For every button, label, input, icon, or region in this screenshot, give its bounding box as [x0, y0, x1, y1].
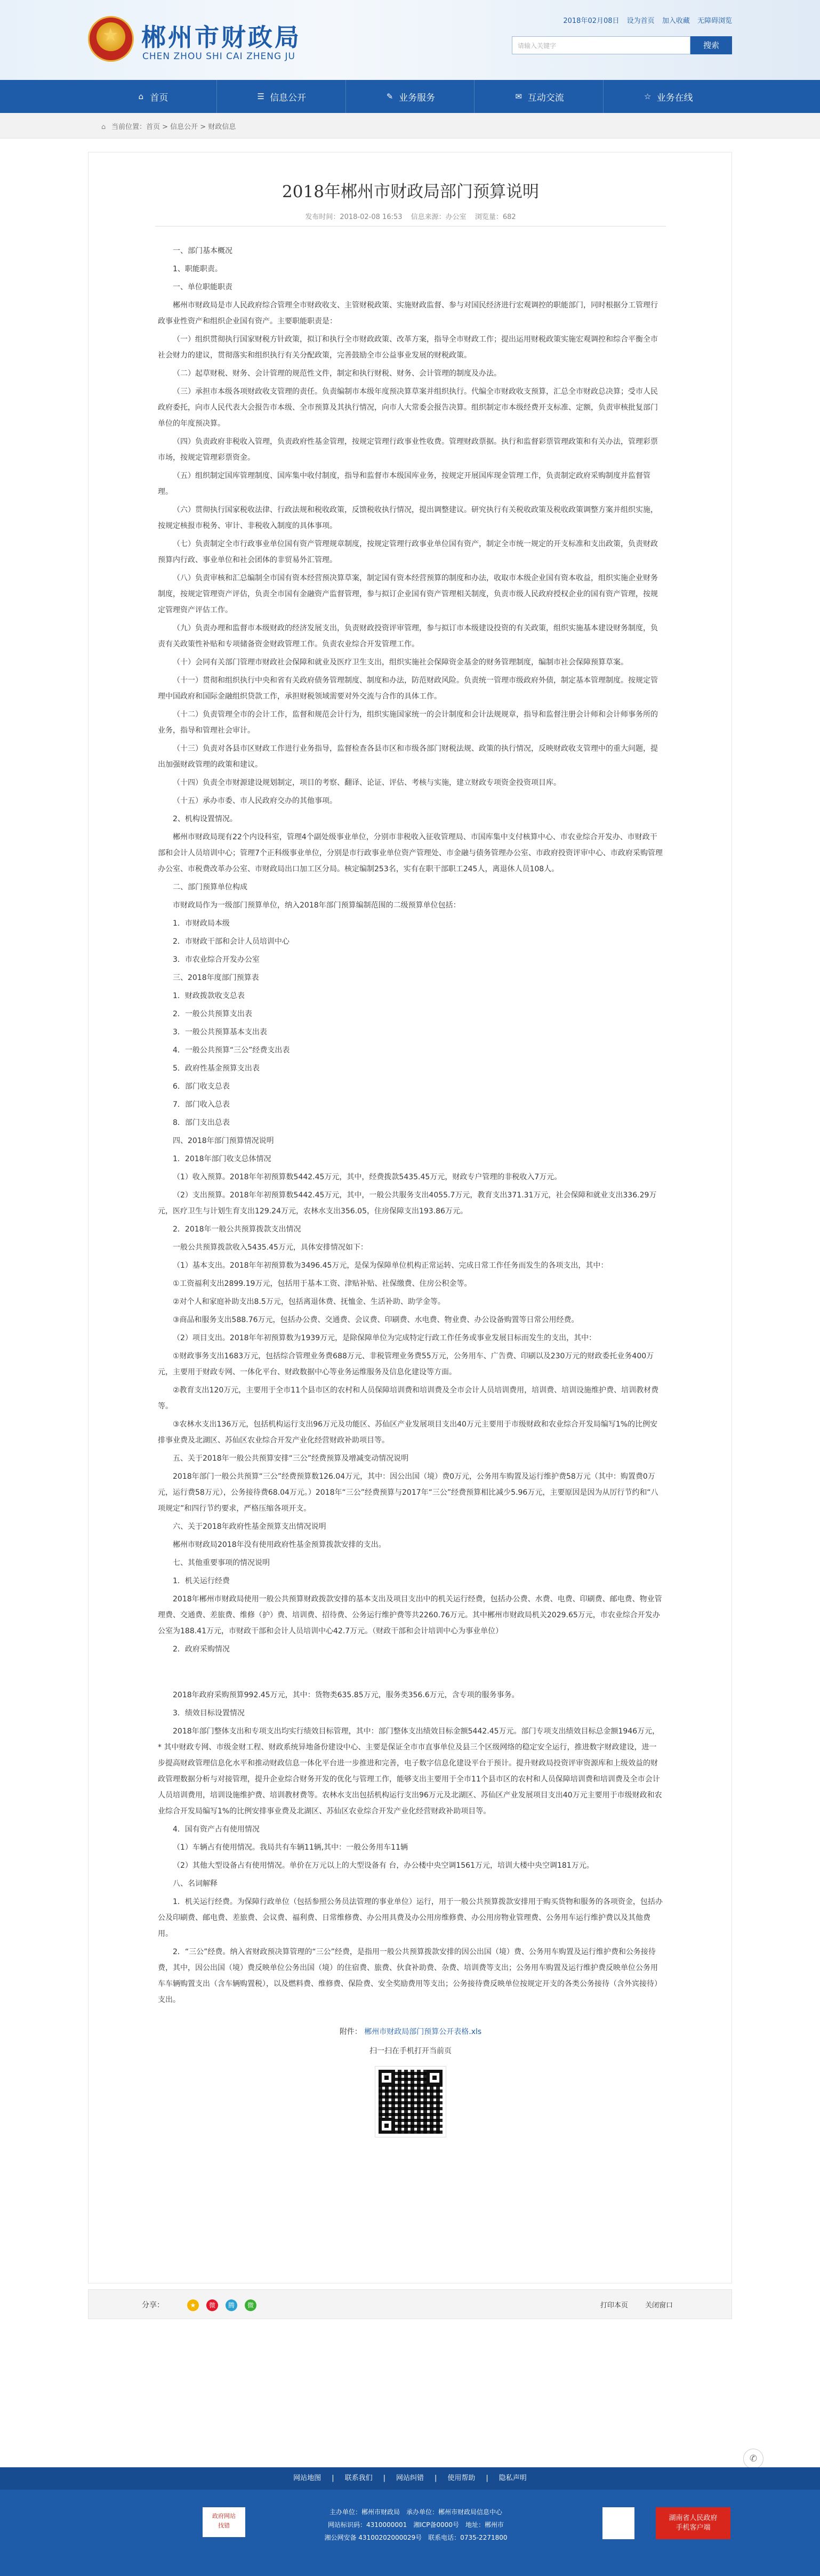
- site-header: [0, 0, 820, 80]
- article-paragraph: 郴州市财政局现有22个内设科室，管理4个副处级事业单位，分别市非税收入征收管理局、市国库集中支付核算中心、市农业综合开发办、市财政干部和会计人员培训中心；管理7个正科级事业单位，分别是市行政事业单位资产管理处、市金融与债务管理办公室、市政府投资评审中心、市政府采购管理办公室、市税费改革办公室、市财政局出口加工区分局。核定编制253名，实有在职干部职工245人，离退休人员108人。: [158, 833, 663, 873]
- article-paragraph: 三、2018年度部门预算表: [173, 974, 259, 982]
- article-paragraph: 2．市财政干部和会计人员培训中心: [173, 937, 290, 946]
- document-icon: ☰: [257, 92, 264, 101]
- article-paragraph: 2．一般公共预算支出表: [173, 1010, 252, 1018]
- qrcode-image: [375, 2067, 446, 2137]
- top-date: 2018年02月08日: [563, 17, 620, 25]
- article-paragraph: 一、单位职能职责: [173, 283, 232, 291]
- search-input[interactable]: 请输入关键字: [512, 36, 690, 54]
- article-paragraph: （十四）负责全市财源建设规划制定，项目的考察、翻译、论证、评估、考核与实施，建立财政专项资金投资项目库。: [173, 779, 561, 787]
- chat-icon: ✉: [515, 92, 522, 101]
- article-paragraph: 八、名词解释: [173, 1880, 218, 1888]
- article-paragraph: （2）支出预算。2018年年初预算数5442.45万元，其中，一般公共服务支出4055.7万元，教育支出371.31万元，社会保障和就业支出336.29万元，医疗卫生与计划生育支出129.24万元，农林水支出356.05，住房保障支出193.86万元。: [158, 1191, 657, 1216]
- nav-item-3[interactable]: [475, 80, 604, 113]
- article-paragraph: （十五）承办市委、市人民政府交办的其他事项。: [173, 797, 337, 805]
- footer-link[interactable]: 使用帮助: [447, 2474, 476, 2482]
- breadcrumb[interactable]: ⌂ 当前位置：首页 > 信息公开 > 财政信息: [101, 123, 236, 131]
- attachment-link[interactable]: 郴州市财政局部门预算公开表格.xls: [364, 2028, 482, 2036]
- article-paragraph: 五、关于2018年一般公共预算安排“三公”经费预算及增减变动情况说明: [173, 1454, 409, 1463]
- article-paragraph: （1）收入预算。2018年年初预算数5442.45万元，其中，经费拨款5435.45万元，财政专户管理的非税收入7万元。: [173, 1173, 562, 1181]
- add-favorite-link[interactable]: 加入收藏: [662, 17, 690, 25]
- wechat-icon[interactable]: 微: [245, 2299, 256, 2311]
- article-paragraph: （二）起草财税、财务、会计管理的规范性文件，制定和执行财税、财务、会计管理的制度及办法。: [173, 369, 501, 378]
- footer-info-line: 湘公网安备 43100202000029号 联系电话：0735-2271800: [324, 2534, 508, 2541]
- article-paragraph: 1．财政拨款收支总表: [173, 992, 245, 1000]
- accessibility-link[interactable]: 无障碍浏览: [697, 17, 732, 25]
- article-paragraph: 1．市财政局本级: [173, 919, 230, 928]
- qzone-icon[interactable]: ★: [187, 2299, 199, 2311]
- article-paragraph: 5．政府性基金预算支出表: [173, 1064, 260, 1073]
- article-body: [158, 243, 663, 2137]
- nav-item-label: 信息公开: [270, 92, 307, 103]
- footer-link-separator: |: [332, 2474, 334, 2482]
- article-paragraph: 3．绩效目标设置情况: [173, 1709, 245, 1718]
- article-paragraph: ①工资福利支出2899.19万元，包括用于基本工资、津贴补贴、社保缴费、住房公积金等。: [173, 1279, 472, 1288]
- page-actions: [585, 2299, 673, 2310]
- footer-link[interactable]: 网站纠错: [396, 2474, 424, 2482]
- view-count: 浏览量：682: [475, 213, 516, 221]
- service-icon: ✎: [386, 92, 393, 101]
- share-label: 分享：: [142, 2301, 164, 2310]
- article-paragraph: ③商品和服务支出588.76万元，包括办公费、交通费、会议费、印刷费、水电费、物业费、办公设备购置等日常公用经费。: [173, 1316, 579, 1324]
- nav-item-4[interactable]: [604, 80, 732, 113]
- security-badge-icon[interactable]: [602, 2507, 634, 2539]
- breadcrumb-bar: [0, 113, 820, 139]
- article-paragraph: 2．政府采购情况: [173, 1645, 230, 1654]
- article-paragraph: （十二）负责管理全市的会计工作，监督和规范会计行为，组织实施国家统一的会计制度和会计法规规章，指导和监督注册会计师和会计师事务所的业务，指导和管理社会审计。: [158, 710, 658, 735]
- article-paragraph: （十三）负责对各县市区财政工作进行业务指导，监督检查各县市区和市级各部门财税法规、政策的执行情况，反映财政收支管理中的重大问题，提出加强财政管理的政策和建议。: [158, 744, 658, 769]
- publish-time: 发布时间：2018-02-08 16:53: [305, 213, 403, 221]
- tencent-weibo-icon[interactable]: 腾: [226, 2299, 237, 2311]
- home-icon: ⌂: [138, 92, 144, 101]
- article-paragraph: ②教育支出120万元，主要用于全市11个县市区的农村和人员保障培训费和培训费及全市会计人员培训费用，培训费、培训设施维护费、培训教材费等。: [158, 1386, 659, 1411]
- article-paragraph: 4．一般公共预算“三公”经费支出表: [173, 1046, 290, 1055]
- article-paragraph: 2018年部门一般公共预算“三公”经费预算数126.04万元，其中：因公出国（境）费0万元，公务用车购置及运行维护费58万元（其中：购置费0万元，运行费58万元），公务接待费68.04万元。）2018年“三公”经费预算与2017年“三公”经费预算相比减少5.96万元，主要原因是因为从厉行节约和“八项规定”和四行节约要求，严格压缩各项开支。: [158, 1472, 658, 1513]
- mobile-app-badge[interactable]: 湖南省人民政府 手机客户端: [656, 2507, 730, 2539]
- article-paragraph: 1．机关运行经费。为保障行政单位（包括参照公务员法管理的事业单位）运行，用于一般公共预算拨款安排用于购买货物和服务的各项资金，包括办公及印刷费、邮电费、差旅费、会议费、福利费、日常维修费、办公用具费及办公用房维修费、办公用房物业管理费、公务用车运行维护费以及其他费用。: [158, 1898, 663, 1938]
- article-paragraph: 8．部门支出总表: [173, 1119, 230, 1127]
- article-container: [88, 152, 732, 2283]
- article-paragraph: 郴州市财政局是市人民政府综合管理全市财政收支、主管财税政策、实施财政监督、参与对国民经济进行宏观调控的职能部门，同时根据分工管理行政事业性资产和组织企业国有资产。主要职能职责是：: [158, 301, 658, 326]
- article-paragraph: 七、其他重要事项的情况说明: [173, 1559, 270, 1567]
- article-paragraph: 3．一般公共预算基本支出表: [173, 1028, 267, 1036]
- nav-item-2[interactable]: [346, 80, 475, 113]
- article-paragraph: （五）组织制定国库管理制度、国库集中收付制度，指导和监督市本级国库业务，按规定开展国库现金管理工作，负责制定政府采购制度并监督管理。: [158, 472, 650, 496]
- article-paragraph: （2）项目支出。2018年年初预算数为1939万元，是除保障单位为完成特定行政工作任务或事业发展目标而发生的支出，其中：: [173, 1334, 597, 1342]
- article-meta: [89, 211, 733, 221]
- site-title[interactable]: 郴州市财政局: [141, 23, 301, 52]
- footer-links: [0, 2467, 820, 2490]
- article-paragraph: 1．机关运行经费: [173, 1577, 230, 1585]
- article-paragraph: （八）负责审核和汇总编制全市国有资本经营预决算草案，制定国有资本经营预算的制度和办法，收取市本级企业国有资本收益，组织实施企业财务制度，按规定管理资产评估，负责全市国有金融资产监督管理，参与拟订企业国有资产管理相关制度，负责市级人民政府授权企业的国有资产管理，按规定管理资产评估工作。: [158, 574, 658, 614]
- article-paragraph: （九）负责办理和监督市本级财政的经济发展支出，负责财政投资评审管理，参与拟订市本级建设投资的有关政策，组织实施基本建设财务制度，负责有关政策性补贴和专项储备资金财政管理工作。负责农业综合开发管理工作。: [158, 624, 658, 649]
- gov-error-badge[interactable]: 政府网站 找错: [203, 2507, 245, 2537]
- article-paragraph: （四）负责政府非税收入管理，负责政府性基金管理，按规定管理行政事业性收费。管理财政票据。执行和监督彩票管理政策和有关办法，管理彩票市场，按规定管理彩票资金。: [158, 438, 658, 462]
- article-paragraph: 6．部门收支总表: [173, 1082, 230, 1091]
- main-nav: [0, 80, 820, 113]
- footer-link-separator: |: [383, 2474, 385, 2482]
- article-paragraph: （十一）贯彻和组织执行中央和省有关政府债务管理制度、制度和办法，防范财政风险。负责统一管理市级政府外债，制定基本管理制度。按规定管理中国政府和国际金融组织贷款工作，承担财税领域需要对外交流与合作的具体工作。: [158, 676, 658, 701]
- article-paragraph: 一般公共预算拨款收入5435.45万元，具体安排情况如下：: [173, 1243, 368, 1252]
- article-paragraph: （十）会同有关部门管理市财政社会保障和就业及医疗卫生支出，组织实施社会保障资金基金的财务管理制度，编制市社会保障预算草案。: [173, 658, 628, 667]
- qr-caption: 扫一扫在手机打开当前页: [369, 2047, 452, 2055]
- article-paragraph: 一、部门基本概况: [173, 247, 232, 255]
- nav-item-label: 互动交流: [527, 92, 564, 103]
- attachment: 附件： 郴州市财政局部门预算公开表格.xls: [339, 2028, 482, 2036]
- article-paragraph: ①财政事务支出1683万元，包括综合管理业务费688万元、非税管理业务费55万元，公务用车、广告费、印刷以及230万元的财政委托业务400万元，主要用于财政专网、一体化平台、财政数据中心等业务运维服务及信息化建设等方面。: [158, 1352, 654, 1376]
- article-paragraph: （1）车辆占有使用情况。我局共有车辆11辆,其中：一般公务用车11辆: [173, 1843, 408, 1852]
- nav-item-1[interactable]: [217, 80, 346, 113]
- article-paragraph: 四、2018年部门预算情况说明: [173, 1137, 274, 1145]
- footer-link-separator: |: [435, 2474, 437, 2482]
- nav-item-0[interactable]: [88, 80, 217, 113]
- print-button[interactable]: 打印本页: [600, 2302, 628, 2310]
- set-homepage-link[interactable]: 设为首页: [626, 17, 655, 25]
- article-paragraph: 市财政局作为一级部门预算单位，纳入2018年部门预算编制范围的二级预算单位包括：: [173, 901, 461, 910]
- nav-item-label: 首页: [150, 92, 168, 103]
- article-paragraph: 二、部门预算单位构成: [173, 883, 247, 892]
- article-paragraph: 2018年郴州市财政局使用一般公共预算财政拨款安排的基本支出及项目支出中的机关运行经费，包括办公费、水费、电费、印刷费、邮电费、物业管理费、交通费、差旅费、维修（护）费、培训费、招待费、公务运行维护费等共2260.76万元。其中郴州市财政局机关2029.65万元，市农业综合开发办公室为188.41万元，市财政干部和会计人员培训中心42.7万元。（财政干部和会计培训中心为事业单位）: [158, 1595, 662, 1635]
- search-button[interactable]: 搜索: [690, 36, 732, 54]
- wechat-float-icon[interactable]: ✆: [743, 2449, 763, 2469]
- info-source: 信息来源：办公室: [411, 213, 467, 221]
- footer-info-line: 主办单位：郴州市财政局 承办单位：郴州市财政局信息中心: [329, 2508, 502, 2516]
- top-links: [558, 15, 732, 25]
- close-window-button[interactable]: 关闭窗口: [645, 2302, 673, 2310]
- article-paragraph: （2）其他大型设备占有使用情况。单价在万元以上的大型设备有 台，办公楼中央空调1561万元，培训大楼中央空调181万元。: [173, 1861, 594, 1870]
- site-subtitle: CHEN ZHOU SHI CAI ZHENG JU: [142, 51, 296, 62]
- article-paragraph: 2018年部门整体支出和专项支出均实行绩效目标管理，其中：部门整体支出绩效目标金额5442.45万元。部门专项支出绩效目标总金额1946万元，* 其中财政专网、市级金财工程、财政系统异地备份建设中心、主要是保证全市市直事单位及县三个区级网络的稳定安全运行，推进数字财政建设，进一步提高财政管理信息化水平和推动财政信息一体化平台进一步推进和完善，电子数字信息化建设平台于预计。提升财政局投资评审资源库和上级效益的财政管理数据分析与对接管理，提升企业综合财务开发的优化与管理工作，能够支出主要用于全市11个县市区的农村和人员保障培训费和培训费及全市会计人员培训费用，培训设施维护费、培训教材费等。农林水支出包括机构运行支出96万元及北湖区、苏仙区产业发展项目支出40万元主要用于市级财政和农业综合开发局编写1%的比例安排事业费及北湖区、苏仙区农业综合开发产业化经营财政补助项目等。: [158, 1727, 662, 1816]
- online-icon: ☆: [644, 92, 652, 101]
- footer-info-line: 网站标识码：4310000001 湘ICP备0000号 地址：郴州市: [327, 2521, 504, 2529]
- article-paragraph: （六）贯彻执行国家税收法律、行政法规和税收政策，反馈税收执行情况，提出调整建议。研究执行有关税收政策及税收政策调整方案并组织实施，按规定核报市税务、审计、非税收入制度的具体事项。: [158, 506, 658, 530]
- article-paragraph: （三）承担市本级各项财政收支管理的责任。负责编制市本级年度预决算草案并组织执行。代编全市财政收支预算，汇总全市财政总决算；受市人民政府委托，向市人民代表大会报告市本级、全市预算及其执行情况，向市人大常委会报告决算。组织制定市本级经费开支标准、定额，负责审核批复部门单位的年度预决算。: [158, 387, 658, 428]
- article-paragraph: 1．2018年部门收支总体情况: [173, 1155, 271, 1163]
- footer-link[interactable]: 联系我们: [344, 2474, 373, 2482]
- footer-link-separator: |: [486, 2474, 488, 2482]
- article-paragraph: 2．“三公”经费。纳入省财政预决算管理的“三公”经费，是指用一般公共预算拨款安排的因公出国（境）费、公务用车购置及运行维护费和公务接待费，其中，因公出国（境）费反映单位公务出国（境）的住宿费、旅费、伙食补助费、杂费、培训费等支出；公务用车购置及运行维护费反映单位公务用车车辆购置支出（含车辆购置税），以及燃料费、维修费、保险费、安全奖励费用等支出；公务接待费反映单位按规定开支的各类公务接待（含外宾接待）支出。: [158, 1948, 662, 2004]
- article-paragraph: （1）基本支出。2018年年初预算数为3496.45万元，是保为保障单位机构正常运转、完成日常工作任务而发生的各项支出，其中：: [173, 1261, 608, 1270]
- article-paragraph: ②对个人和家庭补助支出8.5万元，包括离退休费、抚恤金、生活补助、助学金等。: [173, 1298, 445, 1306]
- weibo-icon[interactable]: 微: [206, 2299, 218, 2311]
- footer-link[interactable]: 隐私声明: [499, 2474, 527, 2482]
- article-paragraph: 1、职能职责。: [173, 265, 222, 273]
- nav-item-label: 业务在线: [656, 92, 693, 103]
- article-paragraph: 3．市农业综合开发办公室: [173, 955, 260, 964]
- article-paragraph: （一）组织贯彻执行国家财税方针政策，拟订和执行全市财政政策、改革方案，指导全市财政工作；提出运用财税政策实施宏观调控和综合平衡全市社会财力的建议，贯彻落实和组织执行有关分配政策，完善鼓励全市公益事业发展的财税政策。: [158, 335, 658, 360]
- article-paragraph: 2．2018年一般公共预算拨款支出情况: [173, 1225, 301, 1234]
- article-title: 2018年郴州市财政局部门预算说明: [282, 182, 539, 201]
- article-paragraph: （七）负责制定全市行政事业单位国有资产管理规章制度，按规定管理行政事业单位国有资产，制定全市统一规定的开支标准和支出政策，负责财政预算内行政、事业单位和社会团体的非贸易外汇管理。: [158, 540, 658, 564]
- share-bar: [88, 2289, 732, 2319]
- article-paragraph: 7．部门收入总表: [173, 1100, 230, 1109]
- article-paragraph: 4．国有资产占有使用情况: [173, 1825, 260, 1834]
- national-emblem-icon: ★: [88, 16, 134, 62]
- nav-item-label: 业务服务: [398, 92, 435, 103]
- footer-info: [267, 2506, 565, 2544]
- home-icon: ⌂: [101, 123, 106, 131]
- article-paragraph: 2、机构设置情况。: [173, 815, 237, 823]
- article-paragraph: 六、关于2018年政府性基金预算支出情况说明: [173, 1522, 326, 1531]
- article-paragraph: 郴州市财政局2018年没有使用政府性基金预算拨款安排的支出。: [173, 1541, 386, 1549]
- article-paragraph: ③农林水支出136万元，包括机构运行支出96万元及功能区、苏仙区产业发展项目支出40万元主要用于市级财政和农业综合开发局编写1%的比例安排事业费及北湖区、苏仙区农业综合开发产业化经营财政补助项目等。: [158, 1420, 658, 1445]
- article-paragraph: 2018年政府采购预算992.45万元，其中：货物类635.85万元，服务类356.6万元，含专项的服务事务。: [173, 1691, 519, 1699]
- footer-link[interactable]: 网站地图: [293, 2474, 321, 2482]
